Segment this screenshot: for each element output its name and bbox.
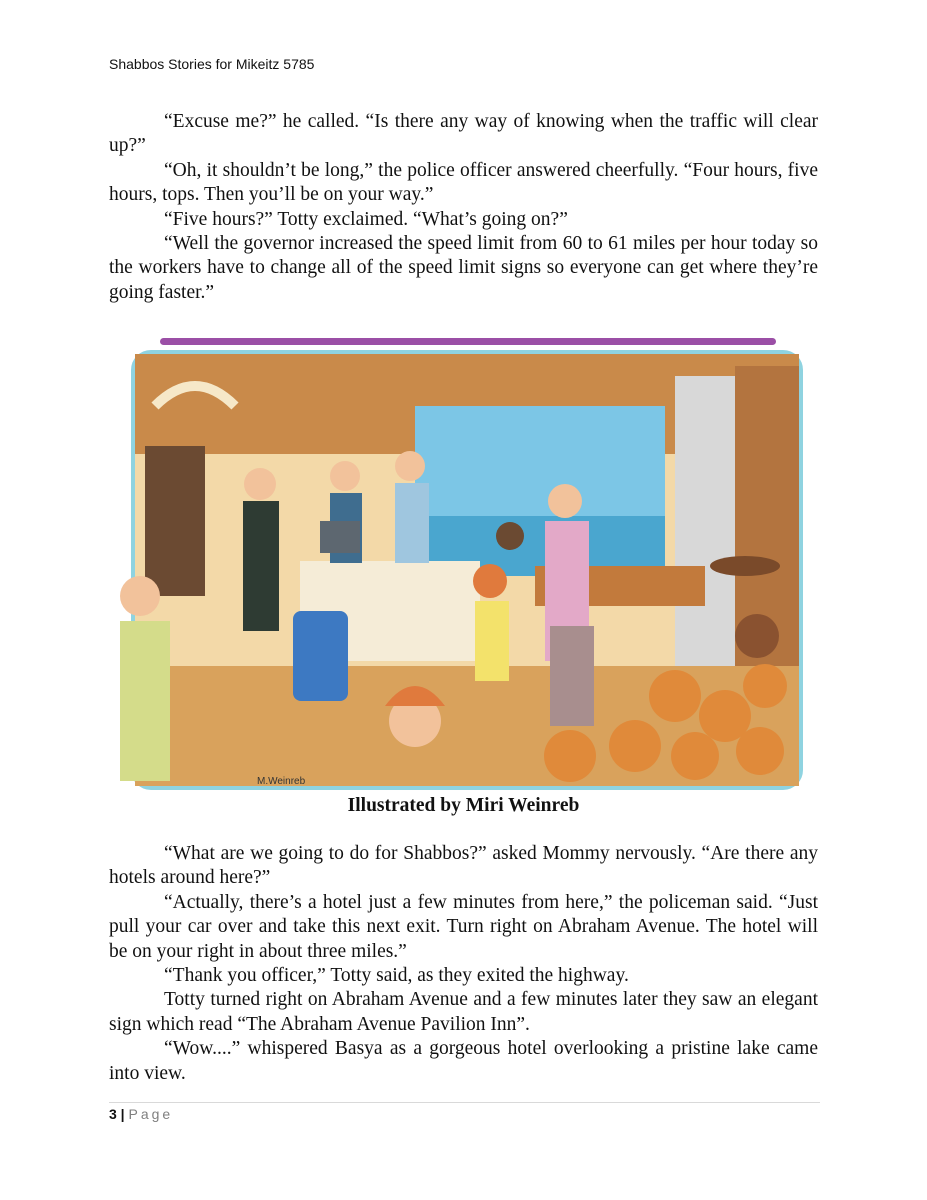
paragraph: “Wow....” whispered Basya as a gorgeous hotel overlooking a pristine lake came into view. <box>109 1038 818 1084</box>
paragraph: “Excuse me?” he called. “Is there any way of knowing when the traffic will clear up?” <box>109 111 818 157</box>
paragraph: “Thank you officer,” Totty said, as they exited the highway. <box>164 965 629 987</box>
paragraph: “Well the governor increased the speed limit from 60 to 61 miles per hour today so the workers have to change all of the speed limit signs so everyone can get where they’re going faster.” <box>109 233 818 303</box>
paragraph: “Actually, there’s a hotel just a few minutes from here,” the policeman said. “Just pull your car over and take this next exit. Turn right on Abraham Avenue. The hotel will be on your right in about three miles.” <box>109 891 818 962</box>
paragraph: Totty turned right on Abraham Avenue and a few minutes later they saw an elegant sign which read “The Abraham Avenue Pavilion Inn”. <box>109 989 818 1035</box>
story-text-bottom <box>109 842 818 1086</box>
story-text-top <box>109 110 818 305</box>
footer-separator: | <box>116 1106 129 1122</box>
illustration-caption: Illustrated by Miri Weinreb <box>347 795 580 816</box>
artist-signature: M.Weinreb <box>257 776 306 787</box>
footer-divider <box>109 1102 820 1103</box>
accent-bar <box>160 338 776 345</box>
page-number: 3 <box>109 1106 117 1122</box>
hotel-lobby-illustration <box>115 336 807 792</box>
paragraph: “Five hours?” Totty exclaimed. “What’s going on?” <box>164 208 568 230</box>
page-label: Page <box>128 1106 174 1122</box>
page-footer <box>109 1106 173 1122</box>
paragraph: “Oh, it shouldn’t be long,” the police officer answered cheerfully. “Four hours, five hours, tops. Then you’ll be on your way.” <box>109 159 818 206</box>
running-header: Shabbos Stories for Mikeitz 5785 <box>109 56 315 72</box>
paragraph: “What are we going to do for Shabbos?” asked Mommy nervously. “Are there any hotels around here?” <box>109 843 818 889</box>
